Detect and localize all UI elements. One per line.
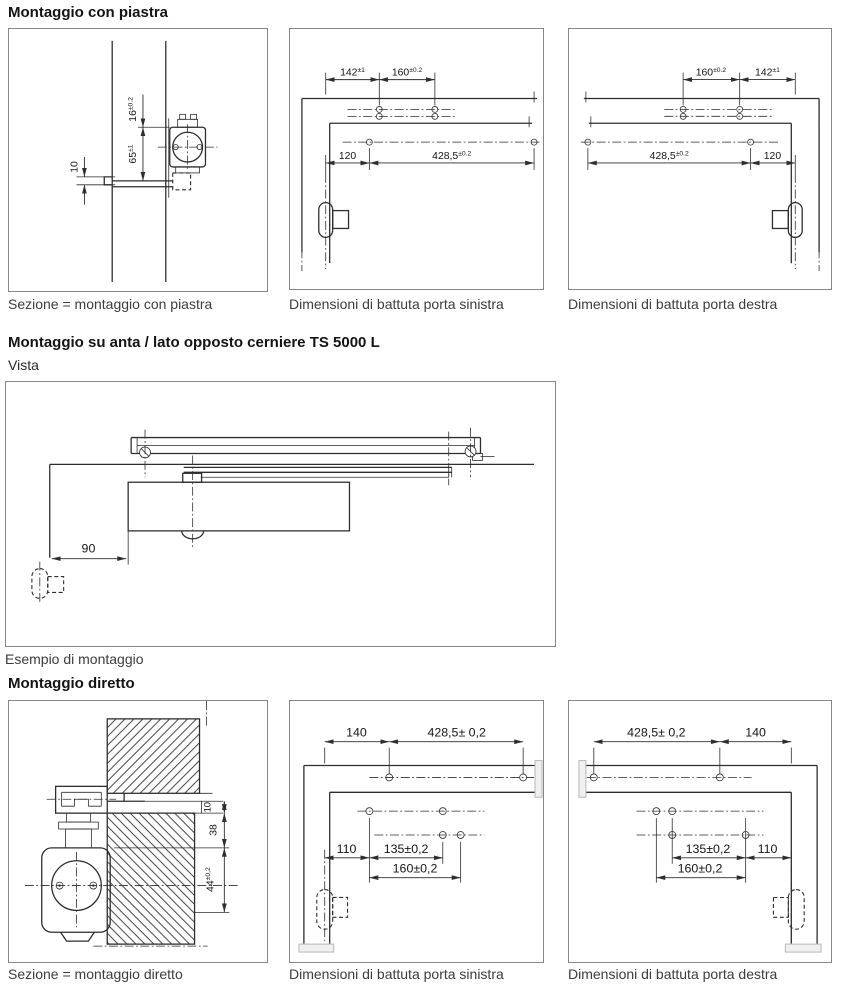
section-title-piastra: Montaggio con piastra [8, 4, 169, 21]
dim-140: 140 [346, 725, 367, 740]
dim-135: 135±0,2 [383, 841, 429, 856]
caption-piastra-section: Sezione = montaggio con piastra [8, 296, 213, 312]
caption-anta-view: Esempio di montaggio [5, 651, 144, 667]
dim-120: 120 [763, 151, 782, 163]
caption-diretto-section: Sezione = montaggio diretto [8, 966, 183, 982]
dim-120: 120 [338, 151, 357, 162]
dim-16: $16^{\pm 0.2}$ [127, 97, 140, 122]
dim-10: 10 [69, 161, 81, 173]
piastra-left-door-drawing [302, 73, 540, 271]
dim-142: $142^{\pm 1}$ [340, 67, 365, 79]
dim-38: 38 [208, 824, 220, 836]
section-subtitle-vista: Vista [8, 357, 39, 373]
caption-piastra-right: Dimensioni di battuta porta destra [568, 296, 778, 312]
dim-428: 428,5± 0,2 [627, 725, 686, 740]
panel-piastra-right-door [568, 28, 832, 290]
panel-anta-view [5, 381, 556, 647]
dim-428: 428,5± 0,2 [427, 725, 486, 740]
diretto-section-drawing [25, 701, 239, 946]
dim-160: 160±0,2 [677, 861, 723, 876]
dim-160: 160±0,2 [392, 861, 438, 876]
dim-142: $142^{\pm 1}$ [755, 67, 780, 79]
dim-428: $428,5^{\pm 0.2}$ [432, 150, 472, 162]
section-title-anta: Montaggio su anta / lato opposto cerniere TS 5000 L [8, 334, 380, 351]
dim-10: 10 [201, 801, 213, 813]
caption-diretto-right: Dimensioni di battuta porta destra [568, 966, 778, 982]
dim-160: $160^{\pm 0.2}$ [391, 67, 423, 79]
panel-diretto-left-door [289, 700, 544, 963]
dim-160: $160^{\pm 0.2}$ [695, 67, 727, 79]
dim-110: 110 [757, 841, 778, 856]
panel-diretto-section-view [8, 700, 268, 963]
panel-piastra-section-view [8, 28, 268, 292]
caption-diretto-left: Dimensioni di battuta porta sinistra [289, 966, 504, 982]
panel-diretto-right-door [568, 700, 832, 963]
dim-110: 110 [336, 841, 357, 856]
piastra-right-door-drawing [581, 73, 819, 271]
dim-65: $65^{\pm 1}$ [127, 144, 140, 164]
dim-428: $428,5^{\pm 0.2}$ [649, 150, 689, 163]
anta-view-drawing [32, 428, 534, 605]
caption-piastra-left: Dimensioni di battuta porta sinistra [289, 296, 504, 312]
section-title-diretto: Montaggio diretto [8, 675, 135, 692]
dim-140: 140 [745, 725, 766, 740]
panel-piastra-left-door [289, 28, 544, 290]
piastra-section-drawing [76, 41, 217, 282]
dim-135: 135±0,2 [685, 841, 731, 856]
dim-44: $44^{\pm 0,2}$ [204, 867, 217, 892]
dim-90: 90 [81, 541, 96, 556]
